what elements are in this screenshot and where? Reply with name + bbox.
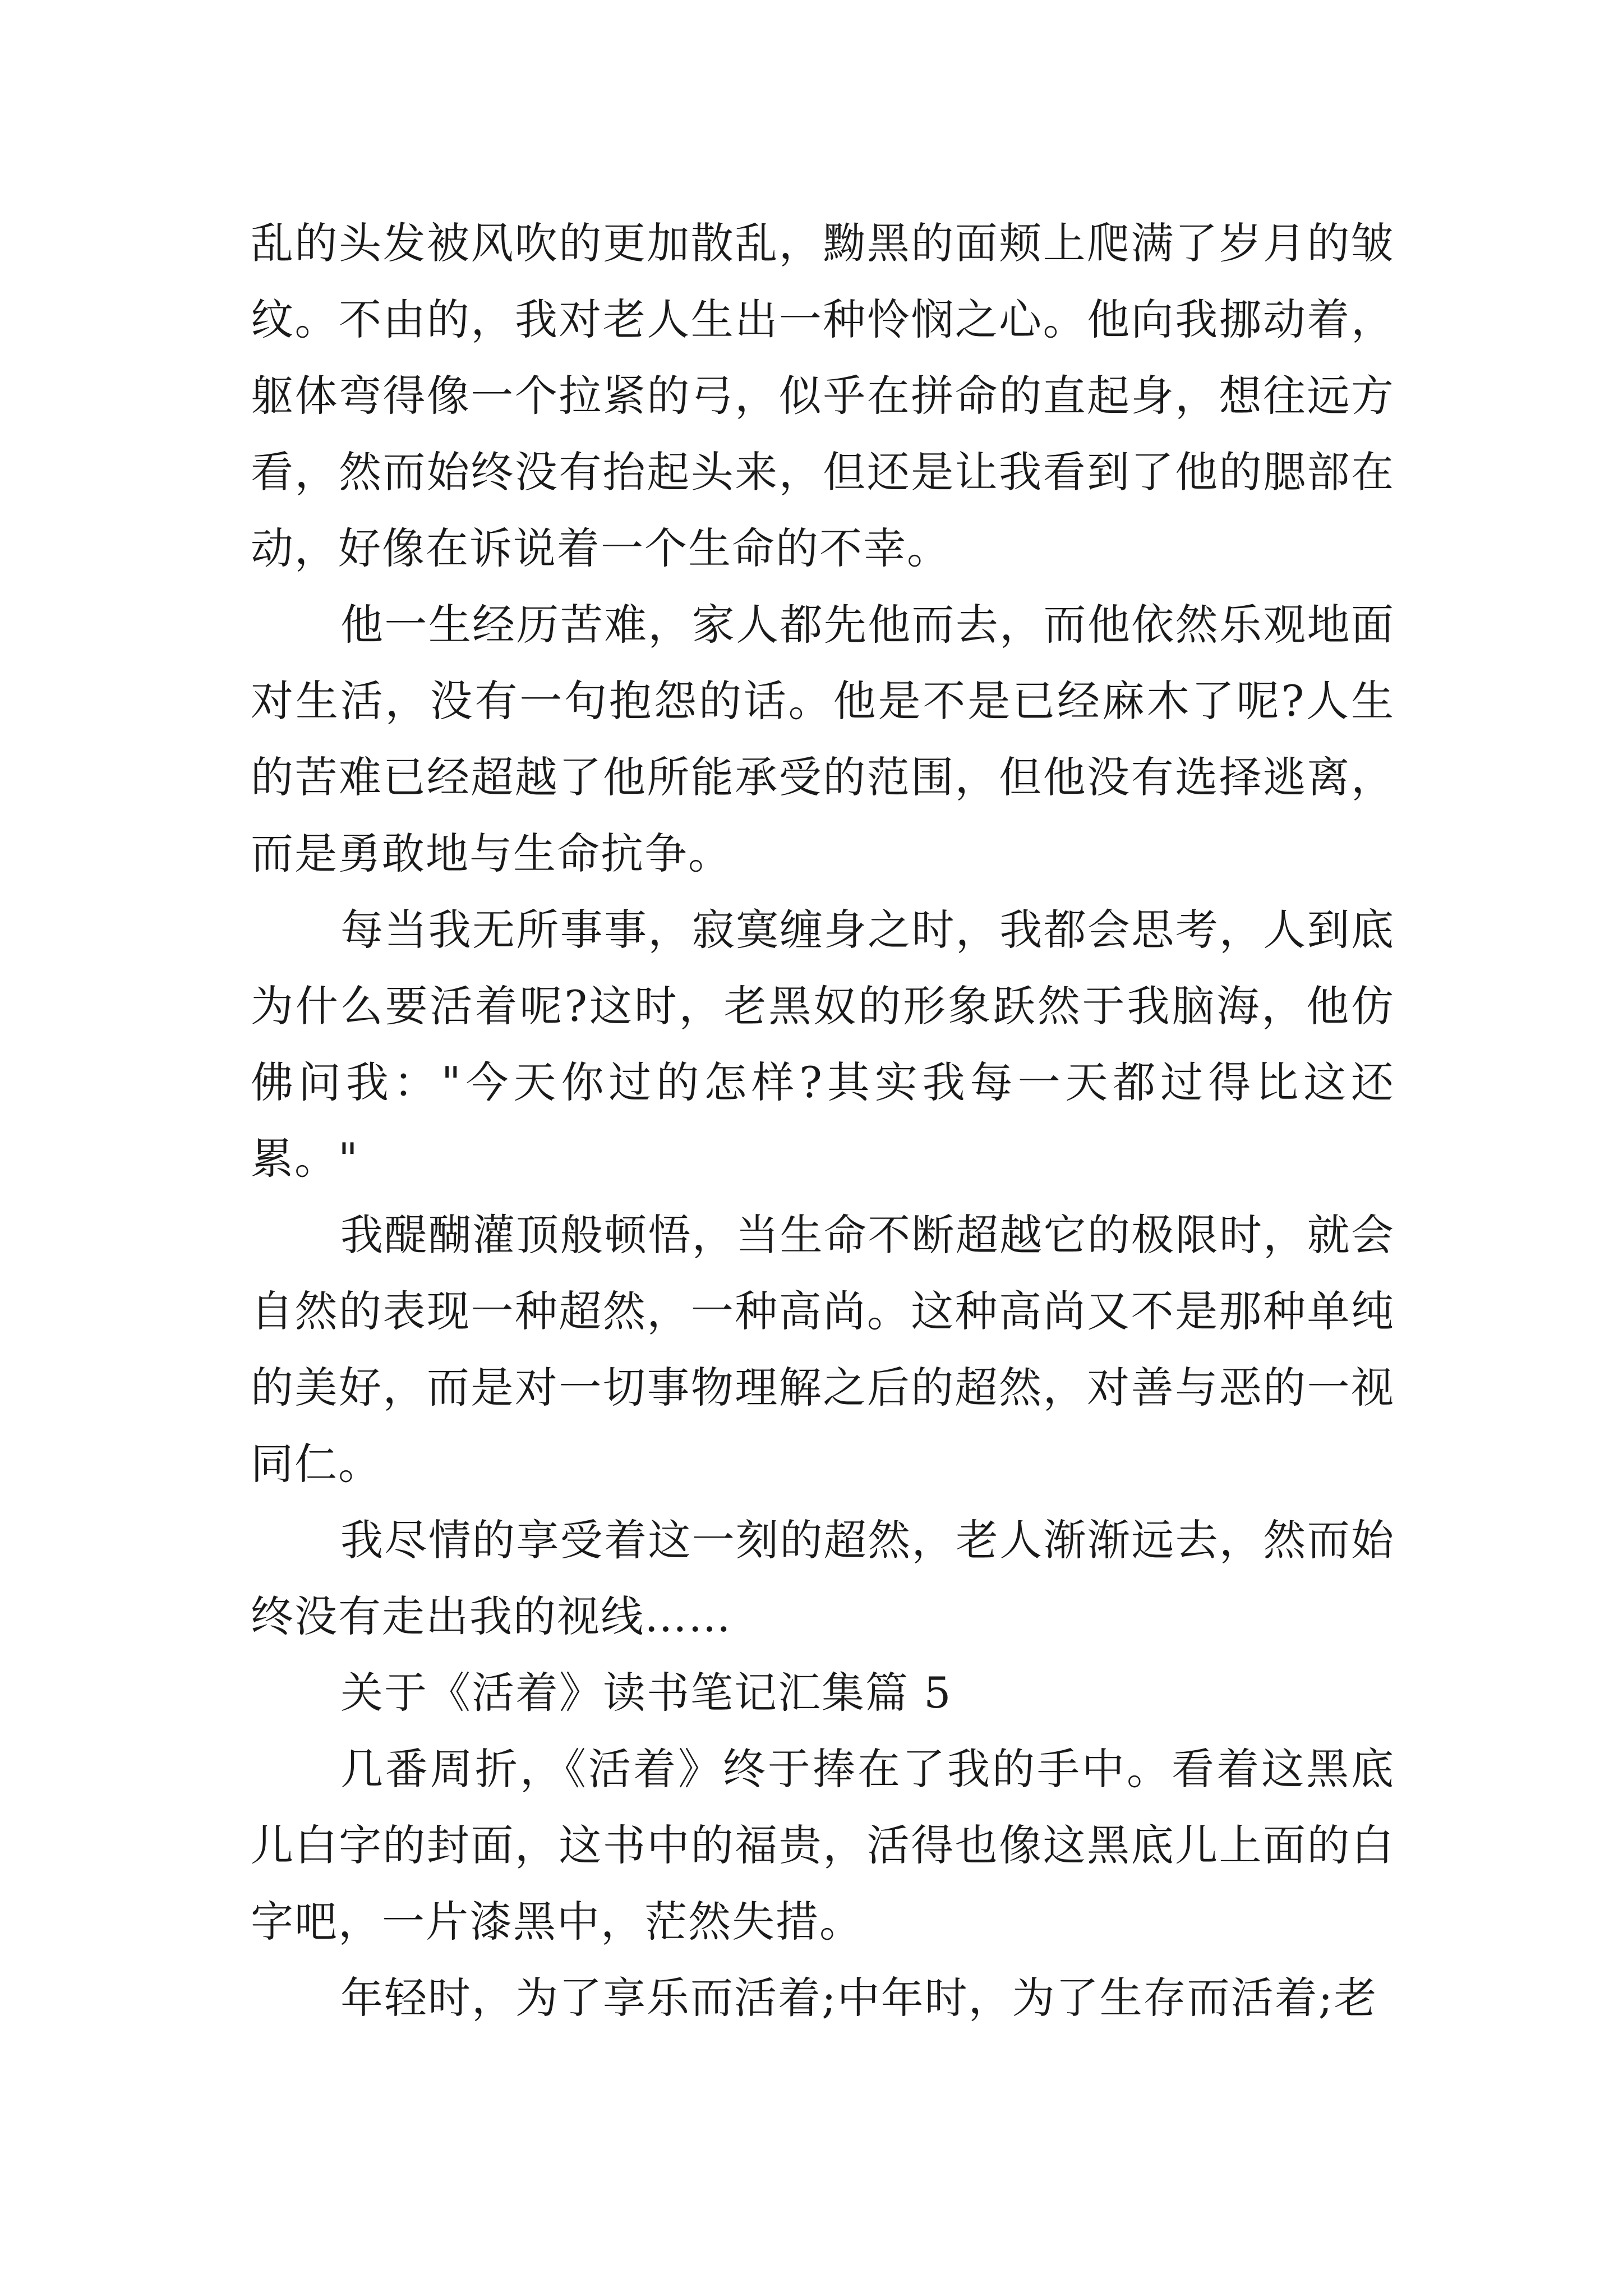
document-body xyxy=(251,205,1395,2036)
paragraph-1: 乱的头发被风吹的更加散乱，黝黑的面颊上爬满了岁月的皱纹。不由的，我对老人生出一种怜悯之心。他向我挪动着，躯体弯得像一个拉紧的弓，似乎在拼命的直起身，想往远方看，然而始终没有抬起头来，但还是让我看到了他的腮部在动，好像在诉说着一个生命的不幸。 xyxy=(251,218,1395,573)
paragraph-5: 我尽情的享受着这一刻的超然，老人渐渐远去，然而始终没有走出我的视线…… xyxy=(251,1515,1395,1641)
paragraph-7: 年轻时，为了享乐而活着;中年时，为了生存而活着;老 xyxy=(340,1973,1378,2023)
paragraph-3: 每当我无所事事，寂寞缠身之时，我都会思考，人到底为什么要活着呢?这时，老黑奴的形象跃然于我脑海，他仿佛问我："今天你过的怎样?其实我每一天都过得比这还累。" xyxy=(251,905,1395,1184)
paragraph-2: 他一生经历苦难，家人都先他而去，而他依然乐观地面对生活，没有一句抱怨的话。他是不是已经麻木了呢?人生的苦难已经超越了他所能承受的范围，但他没有选择逃离，而是勇敢地与生命抗争。 xyxy=(251,600,1395,878)
paragraph-4: 我醍醐灌顶般顿悟，当生命不断超越它的极限时，就会自然的表现一种超然，一种高尚。这种高尚又不是那种单纯的美好，而是对一切事物理解之后的超然，对善与恶的一视同仁。 xyxy=(251,1210,1395,1489)
section-heading: 关于《活着》读书笔记汇集篇 5 xyxy=(340,1668,952,1718)
paragraph-6: 几番周折，《活着》终于捧在了我的手中。看着这黑底儿白字的封面，这书中的福贵，活得也像这黑底儿上面的白字吧，一片漆黑中，茫然失措。 xyxy=(251,1744,1395,1947)
